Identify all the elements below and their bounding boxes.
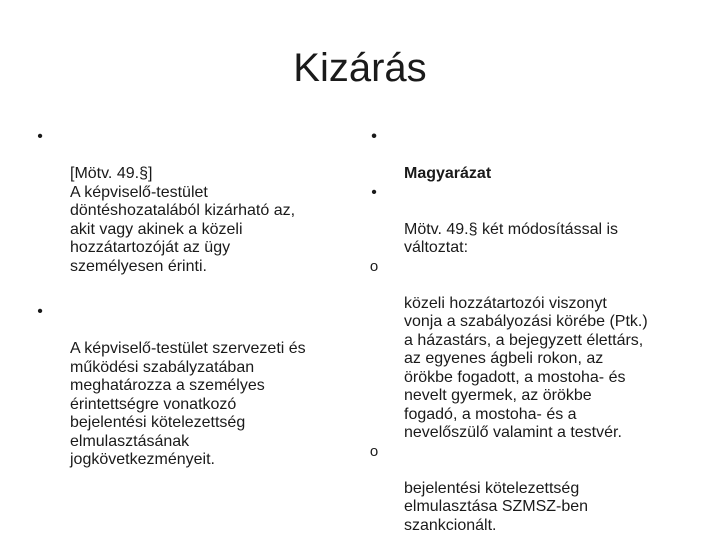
circle-bullet-icon: o: [369, 257, 379, 275]
bullet-icon: •: [37, 303, 43, 320]
bullet-heading: Magyarázat: [404, 165, 492, 182]
bullet-item: [30, 303, 350, 470]
right-column: [364, 128, 704, 535]
bullet-text: A képviselő-testület szervezeti és működési szabályzatában meghatározza a személyes érintettségre vonatkozó bejelentési kötelezettség elmulasztásának jogkövetkezményeit.: [70, 340, 306, 468]
slide-title: Kizárás: [293, 46, 427, 90]
bullet-icon: •: [371, 183, 377, 201]
circle-bullet-icon: o: [369, 442, 379, 460]
bullet-item: [364, 128, 704, 184]
bullet-icon: •: [37, 128, 43, 145]
bullet-text: Mötv. 49.§ két módosítással is változtat:: [404, 220, 619, 256]
bullet-icon: •: [371, 128, 377, 145]
left-column: [30, 128, 350, 470]
sub-bullet-item: [364, 443, 704, 536]
sub-bullet-text: bejelentési kötelezettség elmulasztása SZMSZ-ben szankcionált.: [404, 479, 589, 534]
bullet-item: [30, 128, 350, 276]
sub-bullet-item: [364, 258, 704, 443]
bullet-item: [364, 184, 704, 258]
sub-bullet-text: közeli hozzátartozói viszonyt vonja a szabályozási körébe (Ptk.) a házastárs, a bejegyzett élettárs, az egyenes ágbeli rokon, az örökbe fogadott, a mostoha- és nevelt gyermek, az örökbe fogadó, a mostoha- és a nevelőszülő valamint a testvér.: [404, 294, 648, 441]
bullet-text: [Mötv. 49.§] A képviselő-testület döntéshozatalából kizárható az, akit vagy akinek a közeli hozzátartozóját az ügy személyesen érinti.: [70, 165, 296, 275]
